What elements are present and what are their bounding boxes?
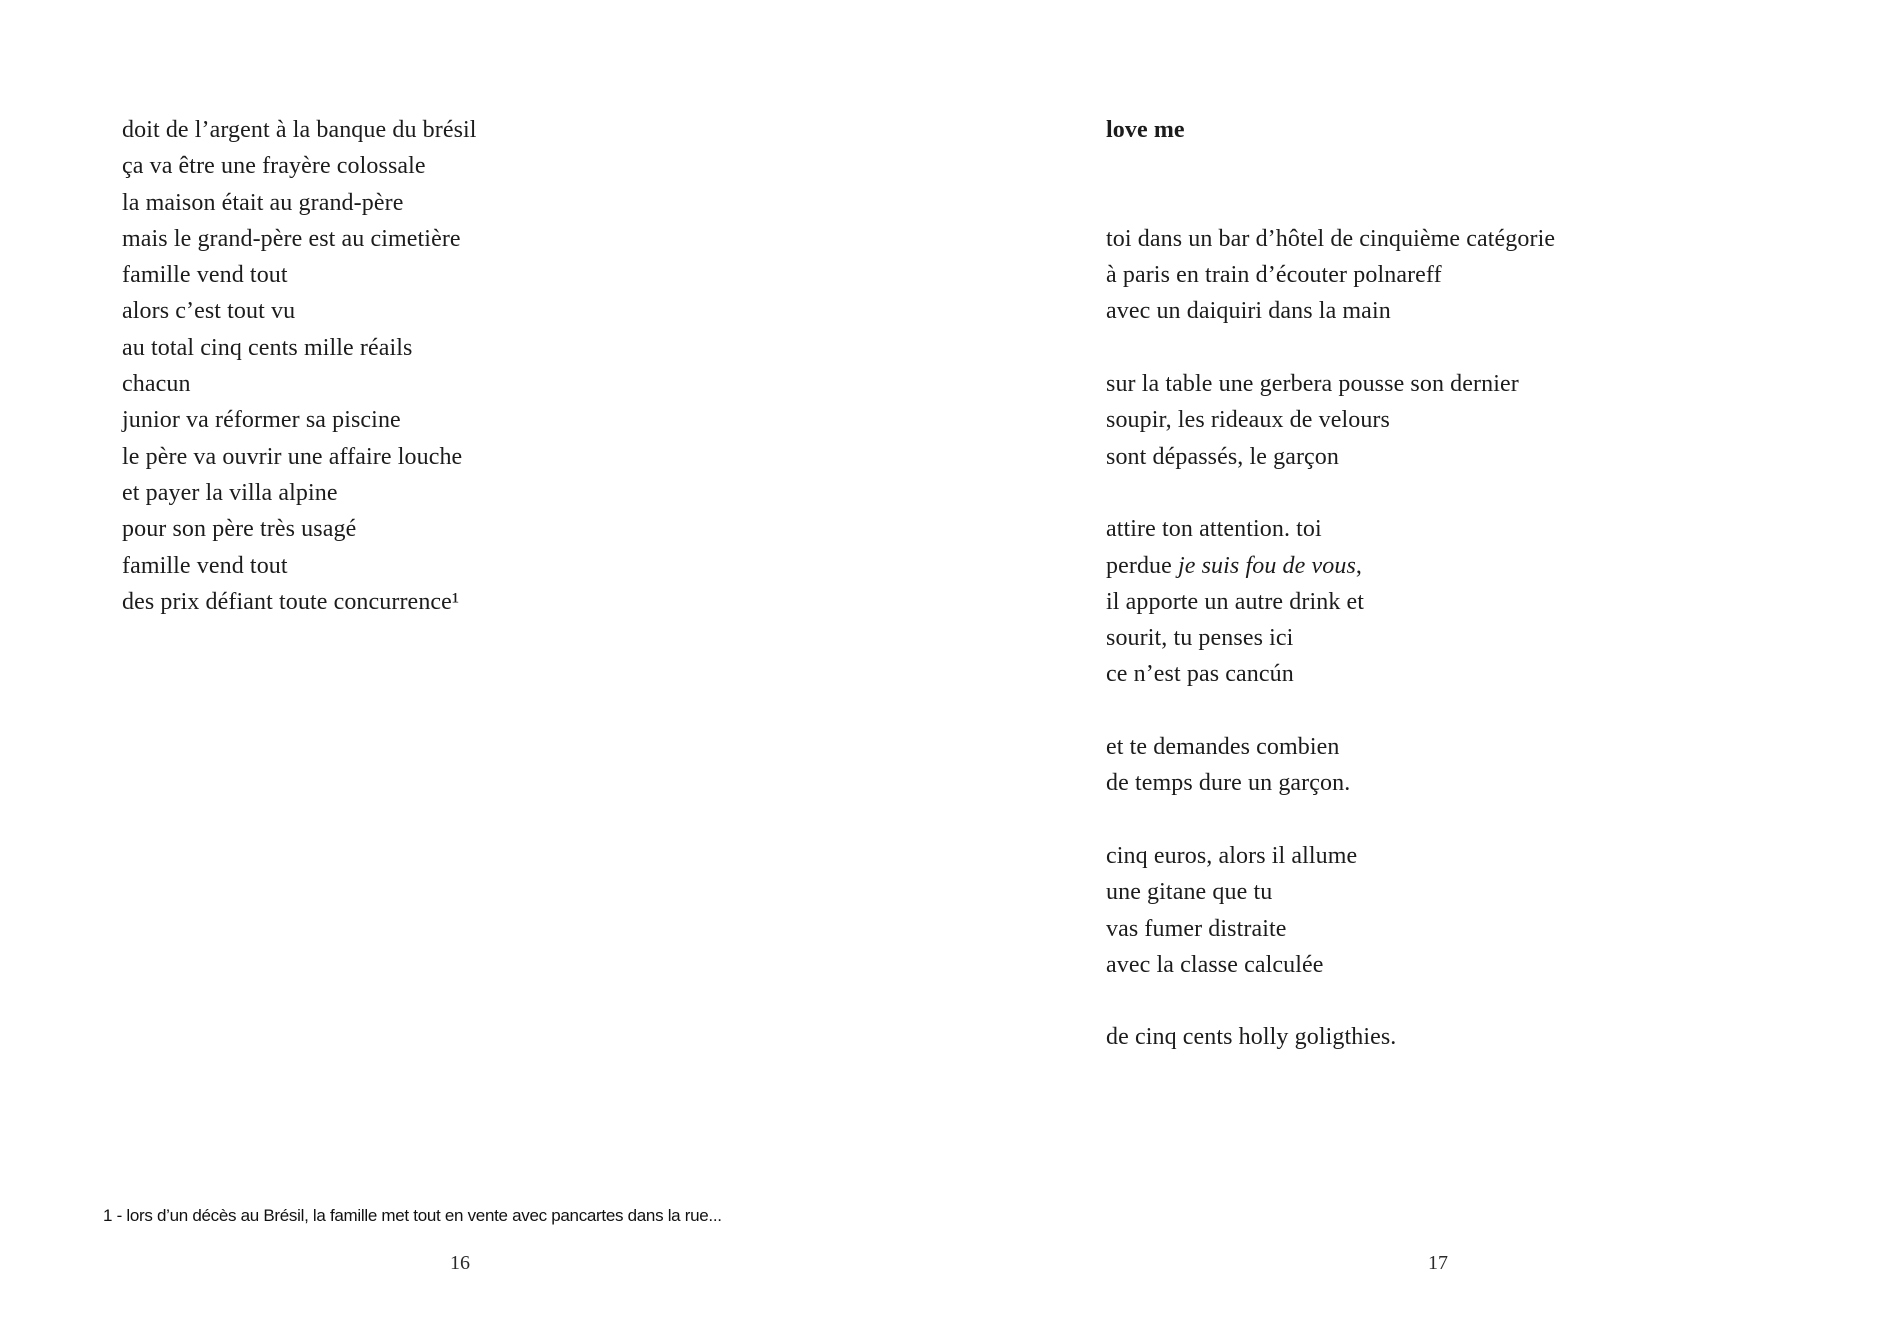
poem-line: pour son père très usagé [122, 516, 357, 543]
poem-line: au total cinq cents mille réails [122, 334, 413, 361]
stanza [1106, 838, 1555, 983]
poem-line: de temps dure un garçon. [1106, 770, 1351, 797]
italic-phrase: je suis fou de vous [1178, 552, 1356, 579]
poem-line: il apporte un autre drink et [1106, 588, 1365, 615]
poem-line: sont dépassés, le garçon [1106, 443, 1340, 470]
poem-line: à paris en train d’écouter polnareff [1106, 262, 1442, 289]
poem-line: chacun [122, 371, 191, 398]
page-number-left: 16 [450, 1252, 470, 1274]
page-number-right: 17 [1428, 1252, 1448, 1274]
stanza [1106, 366, 1555, 475]
left-page-poem [122, 112, 477, 620]
poem-line: avec un daiquiri dans la main [1106, 298, 1391, 325]
poem-line: famille vend tout [122, 552, 288, 579]
stanza [1106, 221, 1555, 330]
poem-line-with-footnote-ref: des prix défiant toute concurrence¹ [122, 588, 460, 615]
poem-line: mais le grand-père est au cimetière [122, 225, 461, 252]
poem-title: love me [1106, 117, 1185, 143]
poem-line: et te demandes combien [1106, 734, 1340, 761]
poem-line: sourit, tu penses ici [1106, 625, 1294, 652]
poem-line: soupir, les rideaux de velours [1106, 407, 1390, 434]
poem-line: alors c’est tout vu [122, 298, 296, 325]
poem-line: attire ton attention. toi [1106, 516, 1322, 543]
stanza [1106, 511, 1555, 692]
poem-line: vas fumer distraite [1106, 915, 1287, 942]
poem-line: ce n’est pas cancún [1106, 661, 1294, 688]
poem-line: cinq euros, alors il allume [1106, 842, 1358, 869]
footnote: 1 - lors d’un décès au Brésil, la famille met tout en vente avec pancartes dans la rue... [103, 1206, 722, 1225]
poem-line: de cinq cents holly goligthies. [1106, 1024, 1397, 1051]
poem-line: toi dans un bar d’hôtel de cinquième catégorie [1106, 225, 1556, 252]
poem-line: ça va être une frayère colossale [122, 153, 426, 180]
stanza [1106, 729, 1555, 802]
poem-line-with-italic [1106, 548, 1555, 584]
line-segment: perdue [1106, 552, 1178, 579]
poem-line: famille vend tout [122, 262, 288, 289]
right-page-poem [1106, 112, 1555, 1056]
poem-line: et payer la villa alpine [122, 479, 338, 506]
poem-line: sur la table une gerbera pousse son dernier [1106, 371, 1519, 398]
poem-line: doit de l’argent à la banque du brésil [122, 117, 477, 143]
poem-line: une gitane que tu [1106, 879, 1273, 906]
stanza [1106, 1019, 1555, 1055]
poem-line: junior va réformer sa piscine [122, 407, 401, 434]
poem-line: avec la classe calculée [1106, 951, 1324, 978]
poem-line: la maison était au grand-père [122, 189, 404, 216]
line-segment: , [1355, 552, 1362, 579]
poem-line: le père va ouvrir une affaire louche [122, 443, 463, 470]
